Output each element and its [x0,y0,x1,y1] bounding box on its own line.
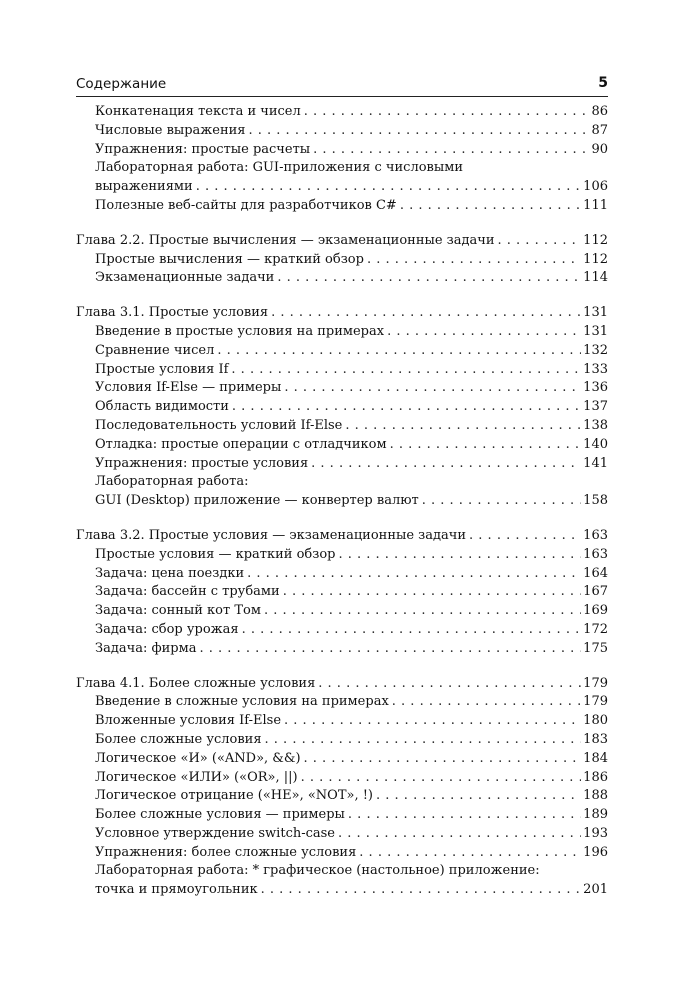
toc-entry-page: 140 [583,436,608,452]
leader-dots [313,141,589,160]
toc-entry-page: 167 [583,584,608,600]
toc-entry-title-line1[interactable]: Лабораторная работа: * графическое (настольное) приложение: [95,863,540,879]
toc-group [76,103,608,216]
toc-group [76,232,608,288]
leader-dots [301,769,582,788]
leader-dots [284,712,581,731]
toc-entry[interactable] [76,436,608,455]
toc-entry-title: Упражнения: простые условия [95,455,309,471]
toc-entry-page: 163 [583,546,608,562]
toc-chapter[interactable] [76,675,608,694]
toc-chapter-page: 112 [583,232,608,248]
leader-dots [284,379,581,398]
leader-dots [304,750,582,769]
toc-entry[interactable] [76,455,608,474]
toc-entry-page: 87 [591,122,608,138]
toc-entry-page: 132 [583,342,608,358]
toc-entry[interactable] [76,750,608,769]
section-title: Содержание [76,76,167,92]
toc-chapter-title: Глава 3.2. Простые условия — экзаменационные задачи [76,527,467,543]
leader-dots [196,178,581,197]
toc-entry-page: 114 [583,270,608,286]
toc-entry-title: Экзаменационные задачи [95,270,275,286]
leader-dots [311,455,581,474]
leader-dots [367,251,581,270]
toc-entry-title-line1[interactable]: Лабораторная работа: GUI-приложения с числовыми [95,160,463,176]
toc-chapter-title: Глава 4.1. Более сложные условия [76,675,316,691]
toc-entry[interactable] [76,417,608,436]
toc-entry-title: Задача: сбор урожая [95,621,239,637]
toc-entry-page: 133 [583,361,608,377]
leader-dots [345,417,581,436]
toc-entry-page: 138 [583,417,608,433]
toc-entry[interactable] [76,769,608,788]
toc-entry-page: 106 [583,179,608,195]
toc-entry-title: Задача: сонный кот Том [95,603,261,619]
table-of-contents [76,103,608,916]
toc-entry[interactable] [76,583,608,602]
toc-chapter[interactable] [76,527,608,546]
leader-dots [217,342,581,361]
leader-dots [390,436,582,455]
toc-entry-title: Упражнения: более сложные условия [95,844,357,860]
toc-entry-title: Введение в простые условия на примерах [95,323,385,339]
toc-entry[interactable] [76,565,608,584]
leader-dots [304,103,590,122]
toc-entry-page: 112 [583,251,608,267]
toc-entry-page: 172 [583,621,608,637]
leader-dots [469,527,581,546]
toc-entry-title-line1[interactable]: Лабораторная работа: [95,474,249,490]
toc-entry-title: Задача: бассейн с трубами [95,584,280,600]
toc-entry[interactable] [76,342,608,361]
toc-entry[interactable] [76,731,608,750]
toc-entry-page: 179 [583,694,608,710]
toc-entry-page: 90 [591,141,608,157]
leader-dots [422,492,581,511]
toc-entry-title: Введение в сложные условия на примерах [95,694,389,710]
toc-entry-title: Вложенные условия If-Else [95,713,282,729]
toc-chapter-page: 179 [583,675,608,691]
toc-entry-page: 189 [583,807,608,823]
leader-dots [231,361,581,380]
toc-entry-title: Полезные веб-сайты для разработчиков C# [95,197,397,213]
toc-chapter-title: Глава 2.2. Простые вычисления — экзаменационные задачи [76,232,495,248]
leader-dots [247,565,581,584]
toc-entry-title: Более сложные условия [95,731,262,747]
leader-dots [232,398,581,417]
toc-entry-page: 169 [583,603,608,619]
toc-entry-title: Отладка: простые операции с отладчиком [95,436,387,452]
toc-entry-title: Задача: цена поездки [95,565,245,581]
toc-entry-page: 136 [583,380,608,396]
toc-chapter-page: 131 [583,305,608,321]
leader-dots [261,881,582,900]
toc-entry[interactable] [76,323,608,342]
toc-entry-title: GUI (Desktop) приложение — конвертер валют [95,493,419,509]
toc-entry-page: 137 [583,399,608,415]
toc-entry-title: Числовые выражения [95,122,246,138]
leader-dots [392,693,581,712]
toc-entry[interactable] [76,122,608,141]
leader-dots [249,122,590,141]
toc-entry-page: 196 [583,844,608,860]
toc-entry-page: 175 [583,640,608,656]
toc-entry[interactable] [76,269,608,288]
toc-entry-title: Область видимости [95,399,229,415]
leader-dots [277,269,581,288]
toc-entry[interactable] [76,251,608,270]
page-number: 5 [598,75,608,91]
toc-entry[interactable] [76,197,608,216]
toc-entry-page: 180 [583,713,608,729]
leader-dots [348,806,581,825]
toc-entry-title: выражениями [95,179,193,195]
toc-entry-title: Конкатенация текста и чисел [95,104,301,119]
toc-entry[interactable] [76,602,608,621]
toc-entry[interactable] [76,787,608,806]
toc-entry[interactable] [76,806,608,825]
toc-entry[interactable] [76,361,608,380]
toc-entry[interactable] [76,621,608,640]
toc-entry-page: 164 [583,565,608,581]
toc-entry[interactable] [76,103,608,122]
leader-dots [242,621,582,640]
toc-entry-title: Сравнение чисел [95,342,215,358]
toc-entry-title: Простые условия If [95,361,229,377]
leader-dots [338,546,581,565]
toc-entry[interactable] [76,178,608,197]
leader-dots [200,640,582,659]
toc-entry-page: 201 [583,882,608,898]
leader-dots [376,787,581,806]
toc-entry-page: 183 [583,731,608,747]
toc-group [76,675,608,901]
toc-entry[interactable] [76,398,608,417]
toc-entry[interactable] [76,881,608,900]
toc-group [76,527,608,659]
toc-entry[interactable] [76,640,608,659]
toc-entry-page: 131 [583,323,608,339]
running-header [76,74,608,97]
toc-group [76,304,608,511]
toc-entry[interactable] [76,546,608,565]
toc-entry-page: 141 [583,455,608,471]
toc-entry[interactable] [76,844,608,863]
toc-chapter-title: Глава 3.1. Простые условия [76,305,269,321]
leader-dots [387,323,581,342]
toc-chapter-page: 163 [583,527,608,543]
leader-dots [338,825,581,844]
toc-chapter[interactable] [76,304,608,323]
toc-entry-title: точка и прямоугольник [95,882,258,898]
toc-entry-title: Последовательность условий If-Else [95,417,343,433]
toc-entry[interactable] [76,492,608,511]
toc-entry-page: 86 [591,104,608,119]
toc-entry-title: Более сложные условия — примеры [95,807,345,823]
toc-entry[interactable] [76,693,608,712]
toc-entry-page: 186 [583,769,608,785]
toc-entry-title: Упражнения: простые расчеты [95,141,311,157]
toc-entry[interactable] [76,712,608,731]
leader-dots [359,844,581,863]
toc-entry-page: 193 [583,825,608,841]
toc-entry[interactable] [76,825,608,844]
toc-chapter[interactable] [76,232,608,251]
leader-dots [498,232,582,251]
toc-entry-title: Логическое «И» («AND», &&) [95,750,301,766]
leader-dots [271,304,581,323]
toc-entry-page: 188 [583,788,608,804]
toc-entry-title: Задача: фирма [95,640,197,656]
toc-entry-title: Логическое отрицание («НЕ», «NOT», !) [95,788,374,804]
toc-entry-title: Простые вычисления — краткий обзор [95,251,364,267]
leader-dots [265,731,582,750]
toc-entry[interactable] [76,141,608,160]
toc-entry-page: 184 [583,750,608,766]
leader-dots [318,675,581,694]
leader-dots [264,602,581,621]
toc-entry-page: 111 [583,197,608,213]
toc-entry-title: Простые условия — краткий обзор [95,546,336,562]
toc-entry-title: Условное утверждение switch-case [95,825,336,841]
toc-entry[interactable] [76,379,608,398]
toc-entry-title: Условия If-Else — примеры [95,380,282,396]
toc-entry-page: 158 [583,493,608,509]
leader-dots [283,583,581,602]
toc-entry-title: Логическое «ИЛИ» («OR», ||) [95,769,298,785]
leader-dots [400,197,581,216]
